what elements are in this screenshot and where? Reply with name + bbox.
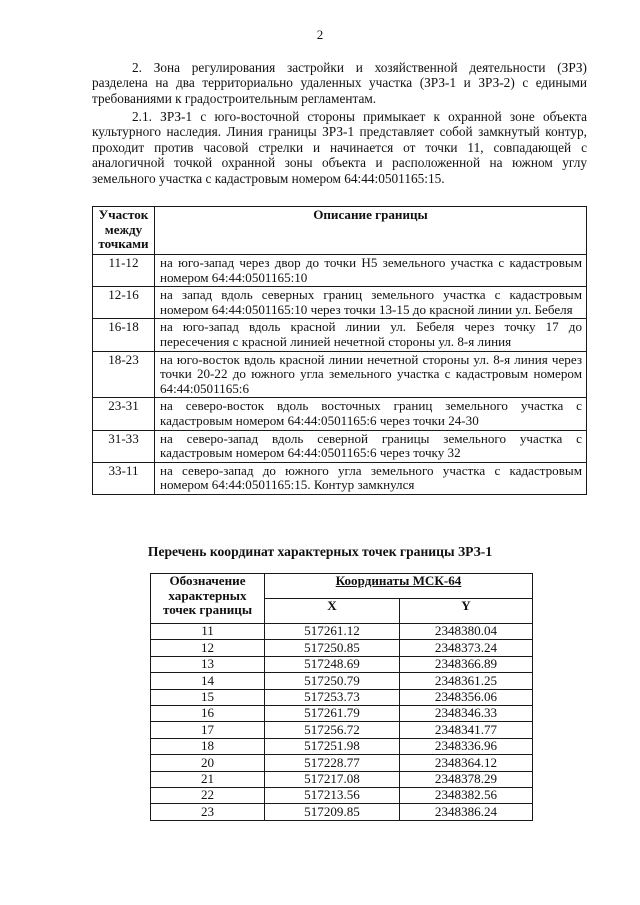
description-cell: на северо-восток вдоль восточных границ земельного участка с кадастровым номером 64:44:0501165:6 через точки 24-30: [155, 398, 587, 430]
segment-cell: 31-33: [93, 430, 155, 462]
coordinate-row: [151, 738, 533, 754]
x-cell: 517256.72: [265, 722, 400, 738]
coords-table-title: Перечень координат характерных точек границы ЗРЗ-1: [147, 544, 493, 559]
point-cell: 16: [151, 705, 265, 721]
header-point: Обозначение характерных точек границы: [151, 574, 265, 624]
y-cell: 2348336.96: [400, 738, 533, 754]
coordinate-row: [151, 673, 533, 689]
coordinate-row: [151, 689, 533, 705]
coordinate-row: [151, 804, 533, 820]
segment-cell: 23-31: [93, 398, 155, 430]
boundary-row: [93, 255, 587, 287]
coordinate-row: [151, 755, 533, 771]
segment-cell: 16-18: [93, 319, 155, 351]
point-cell: 22: [151, 787, 265, 803]
header-x: X: [265, 599, 400, 624]
x-cell: 517217.08: [265, 771, 400, 787]
boundary-row: [93, 462, 587, 494]
x-cell: 517251.98: [265, 738, 400, 754]
y-cell: 2348380.04: [400, 624, 533, 640]
y-cell: 2348356.06: [400, 689, 533, 705]
point-cell: 12: [151, 640, 265, 656]
point-cell: 15: [151, 689, 265, 705]
coordinate-row: [151, 787, 533, 803]
boundary-row: [93, 319, 587, 351]
segment-cell: 12-16: [93, 287, 155, 319]
x-cell: 517261.12: [265, 624, 400, 640]
x-cell: 517209.85: [265, 804, 400, 820]
coordinate-row: [151, 624, 533, 640]
y-cell: 2348378.29: [400, 771, 533, 787]
coordinate-row: [151, 771, 533, 787]
x-cell: 517261.79: [265, 705, 400, 721]
boundary-row: [93, 351, 587, 398]
description-cell: на северо-запад вдоль северной границы земельного участка с кадастровым номером 64:44:0501165:6 через точку 32: [155, 430, 587, 462]
header-coords: [265, 574, 533, 599]
x-cell: 517248.69: [265, 656, 400, 672]
header-coords-label: Координаты МСК-64: [335, 573, 462, 588]
y-cell: 2348366.89: [400, 656, 533, 672]
x-cell: 517213.56: [265, 787, 400, 803]
y-cell: 2348346.33: [400, 705, 533, 721]
segment-cell: 18-23: [93, 351, 155, 398]
paragraph-zone-intro: 2. Зона регулирования застройки и хозяйственной деятельности (ЗРЗ) разделена на два территориально удаленных участка (ЗРЗ-1 и ЗРЗ-2) с едиными требованиями к градостроительным регламентам.: [92, 60, 587, 106]
segment-cell: 33-11: [93, 462, 155, 494]
description-cell: на юго-запад через двор до точки Н5 земельного участка с кадастровым номером 64:44:0501165:10: [155, 255, 587, 287]
y-cell: 2348341.77: [400, 722, 533, 738]
y-cell: 2348373.24: [400, 640, 533, 656]
description-cell: на запад вдоль северных границ земельного участка с кадастровым номером 64:44:0501165:10 через точки 13-15 до красной линии ул. Бебеля: [155, 287, 587, 319]
point-cell: 14: [151, 673, 265, 689]
header-segment: Участок между точками: [93, 207, 155, 255]
point-cell: 13: [151, 656, 265, 672]
coordinate-row: [151, 640, 533, 656]
description-cell: на северо-запад до южного угла земельного участка с кадастровым номером 64:44:0501165:15. Контур замкнулся: [155, 462, 587, 494]
description-cell: на юго-восток вдоль красной линии нечетной стороны ул. 8-я линия через точки 20-22 до южного угла земельного участка с кадастровым номером 64:44:0501165:6: [155, 351, 587, 398]
x-cell: 517228.77: [265, 755, 400, 771]
y-cell: 2348364.12: [400, 755, 533, 771]
x-cell: 517250.85: [265, 640, 400, 656]
coordinate-row: [151, 722, 533, 738]
y-cell: 2348386.24: [400, 804, 533, 820]
x-cell: 517253.73: [265, 689, 400, 705]
coordinate-row: [151, 656, 533, 672]
boundary-row: [93, 398, 587, 430]
y-cell: 2348361.25: [400, 673, 533, 689]
page-number: 2: [316, 27, 324, 42]
paragraph-zrz1-description: 2.1. ЗРЗ-1 с юго-восточной стороны примыкает к охранной зоне объекта культурного наследия. Линия границы ЗРЗ-1 представляет собой замкнутый контур, проходит против часовой стрелки и начинается от точки 11, совпадающей с аналогичной точкой охранной зоны объекта и расположенной на южном углу земельного участка с кадастровым номером 64:44:0501165:15.: [92, 109, 587, 186]
boundary-row: [93, 430, 587, 462]
point-cell: 17: [151, 722, 265, 738]
x-cell: 517250.79: [265, 673, 400, 689]
point-cell: 21: [151, 771, 265, 787]
point-cell: 11: [151, 624, 265, 640]
header-y: Y: [400, 599, 533, 624]
coordinates-table: [150, 573, 533, 821]
point-cell: 23: [151, 804, 265, 820]
y-cell: 2348382.56: [400, 787, 533, 803]
point-cell: 18: [151, 738, 265, 754]
boundary-row: [93, 287, 587, 319]
boundary-description-table: [92, 206, 587, 495]
description-cell: на юго-запад вдоль красной линии ул. Бебеля через точку 17 до пересечения с красной линией нечетной стороны ул. 8-я линия: [155, 319, 587, 351]
segment-cell: 11-12: [93, 255, 155, 287]
coordinate-row: [151, 705, 533, 721]
point-cell: 20: [151, 755, 265, 771]
header-description: Описание границы: [155, 207, 587, 255]
